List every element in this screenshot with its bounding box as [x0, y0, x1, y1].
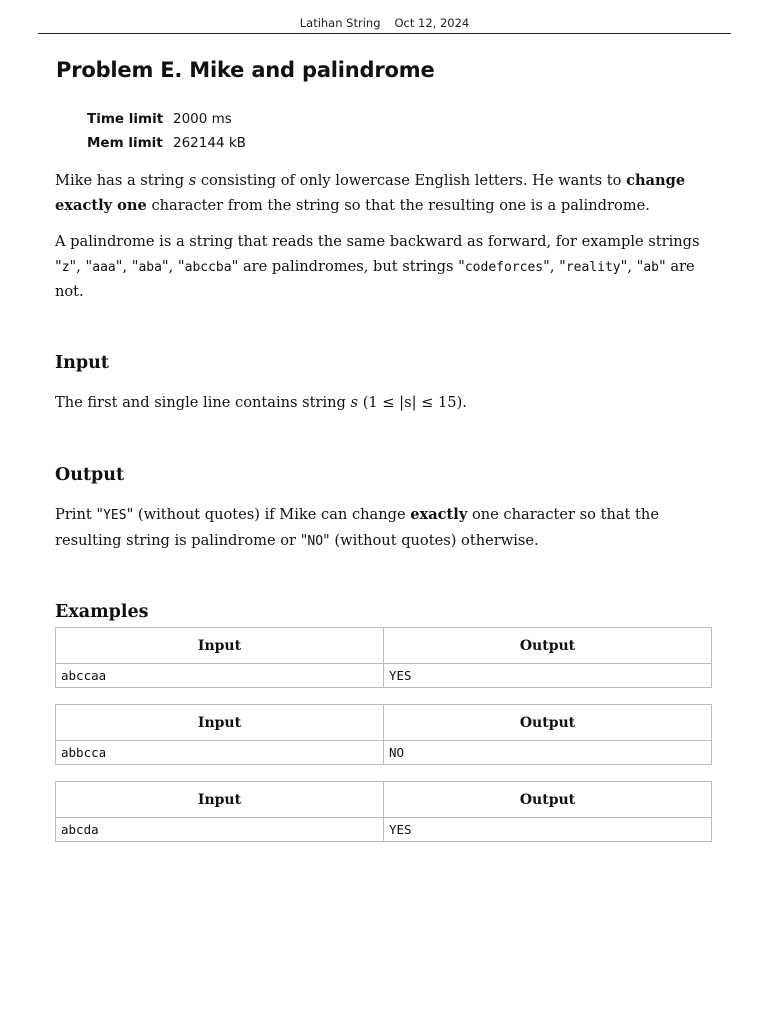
output-column-header: Output	[384, 782, 712, 818]
output-text: Print	[55, 506, 97, 523]
statement-text: consisting of only lowercase English letters. He wants to	[196, 172, 627, 189]
output-text: one character so that the resulting string is palindrome or	[55, 506, 659, 549]
header-date: Oct 12, 2024	[394, 16, 470, 30]
input-heading: Input	[55, 353, 109, 373]
emphasis-text: exactly	[410, 506, 468, 523]
example-string: z	[61, 259, 70, 275]
examples-heading: Examples	[55, 602, 149, 622]
input-column-header: Input	[56, 628, 384, 664]
input-constraint: (1 ≤ |s| ≤ 15).	[362, 394, 467, 411]
mem-limit-row	[87, 131, 246, 155]
statement-text: Mike has a string	[55, 172, 189, 189]
example-string: reality	[565, 259, 621, 275]
mem-limit-value: 262144 kB	[173, 135, 246, 151]
example-output: YES	[384, 664, 712, 688]
statement-text: are palindromes, but strings	[238, 257, 459, 275]
statement-paragraph-2: A palindrome is a string that reads the same backward as forward, for example strings "z", "aaa", "aba", "abccba" are palindromes, but strings "codeforces", "reality", "ab" are not.	[55, 233, 700, 300]
contest-name: Latihan String	[299, 16, 381, 30]
example-header-row	[56, 628, 712, 664]
example-string: ab	[643, 259, 659, 275]
statement-text: A palindrome is a string that reads the same backward as forward, for example strings	[55, 233, 700, 250]
example-row	[56, 818, 712, 842]
output-description: Print "YES" (without quotes) if Mike can change exactly one character so that the resulting string is palindrome or "NO" (without quotes) otherwise.	[55, 506, 659, 549]
example-header-row	[56, 782, 712, 818]
header-divider	[38, 33, 731, 34]
example-table-3	[55, 781, 712, 842]
input-text: The first and single line contains string	[55, 394, 351, 411]
output-text: (without quotes) otherwise.	[329, 531, 539, 549]
example-output: NO	[384, 741, 712, 765]
input-column-header: Input	[56, 705, 384, 741]
page-header	[38, 16, 731, 30]
output-text: (without quotes) if Mike can change	[133, 506, 411, 523]
example-string: abccba	[184, 259, 232, 275]
example-input: abbcca	[56, 741, 384, 765]
example-input: abccaa	[56, 664, 384, 688]
example-string: aba	[138, 259, 162, 275]
example-header-row	[56, 705, 712, 741]
example-table-2	[55, 704, 712, 765]
statement-text: are not.	[55, 257, 695, 300]
output-heading: Output	[55, 465, 125, 485]
example-row	[56, 664, 712, 688]
example-row	[56, 741, 712, 765]
math-variable: s	[188, 172, 197, 189]
example-string: codeforces	[464, 259, 544, 275]
example-table-1	[55, 627, 712, 688]
example-input: abcda	[56, 818, 384, 842]
limits-block	[87, 107, 246, 155]
statement-paragraph-1	[55, 169, 715, 218]
no-literal: NO	[307, 533, 324, 549]
statement-text: character from the string so that the resulting one is a palindrome.	[146, 196, 650, 214]
mem-limit-label: Mem limit	[87, 135, 163, 151]
example-output: YES	[384, 818, 712, 842]
time-limit-value: 2000 ms	[173, 111, 232, 127]
example-string: aaa	[92, 259, 116, 275]
problem-title: Problem E. Mike and palindrome	[56, 58, 435, 82]
input-description	[55, 391, 715, 416]
time-limit-label: Time limit	[87, 111, 164, 127]
output-column-header: Output	[384, 628, 712, 664]
math-variable: s	[350, 394, 359, 411]
time-limit-row	[87, 107, 246, 131]
input-column-header: Input	[56, 782, 384, 818]
emphasis-text: change exactly one	[55, 172, 686, 214]
output-column-header: Output	[384, 705, 712, 741]
yes-literal: YES	[103, 508, 127, 523]
